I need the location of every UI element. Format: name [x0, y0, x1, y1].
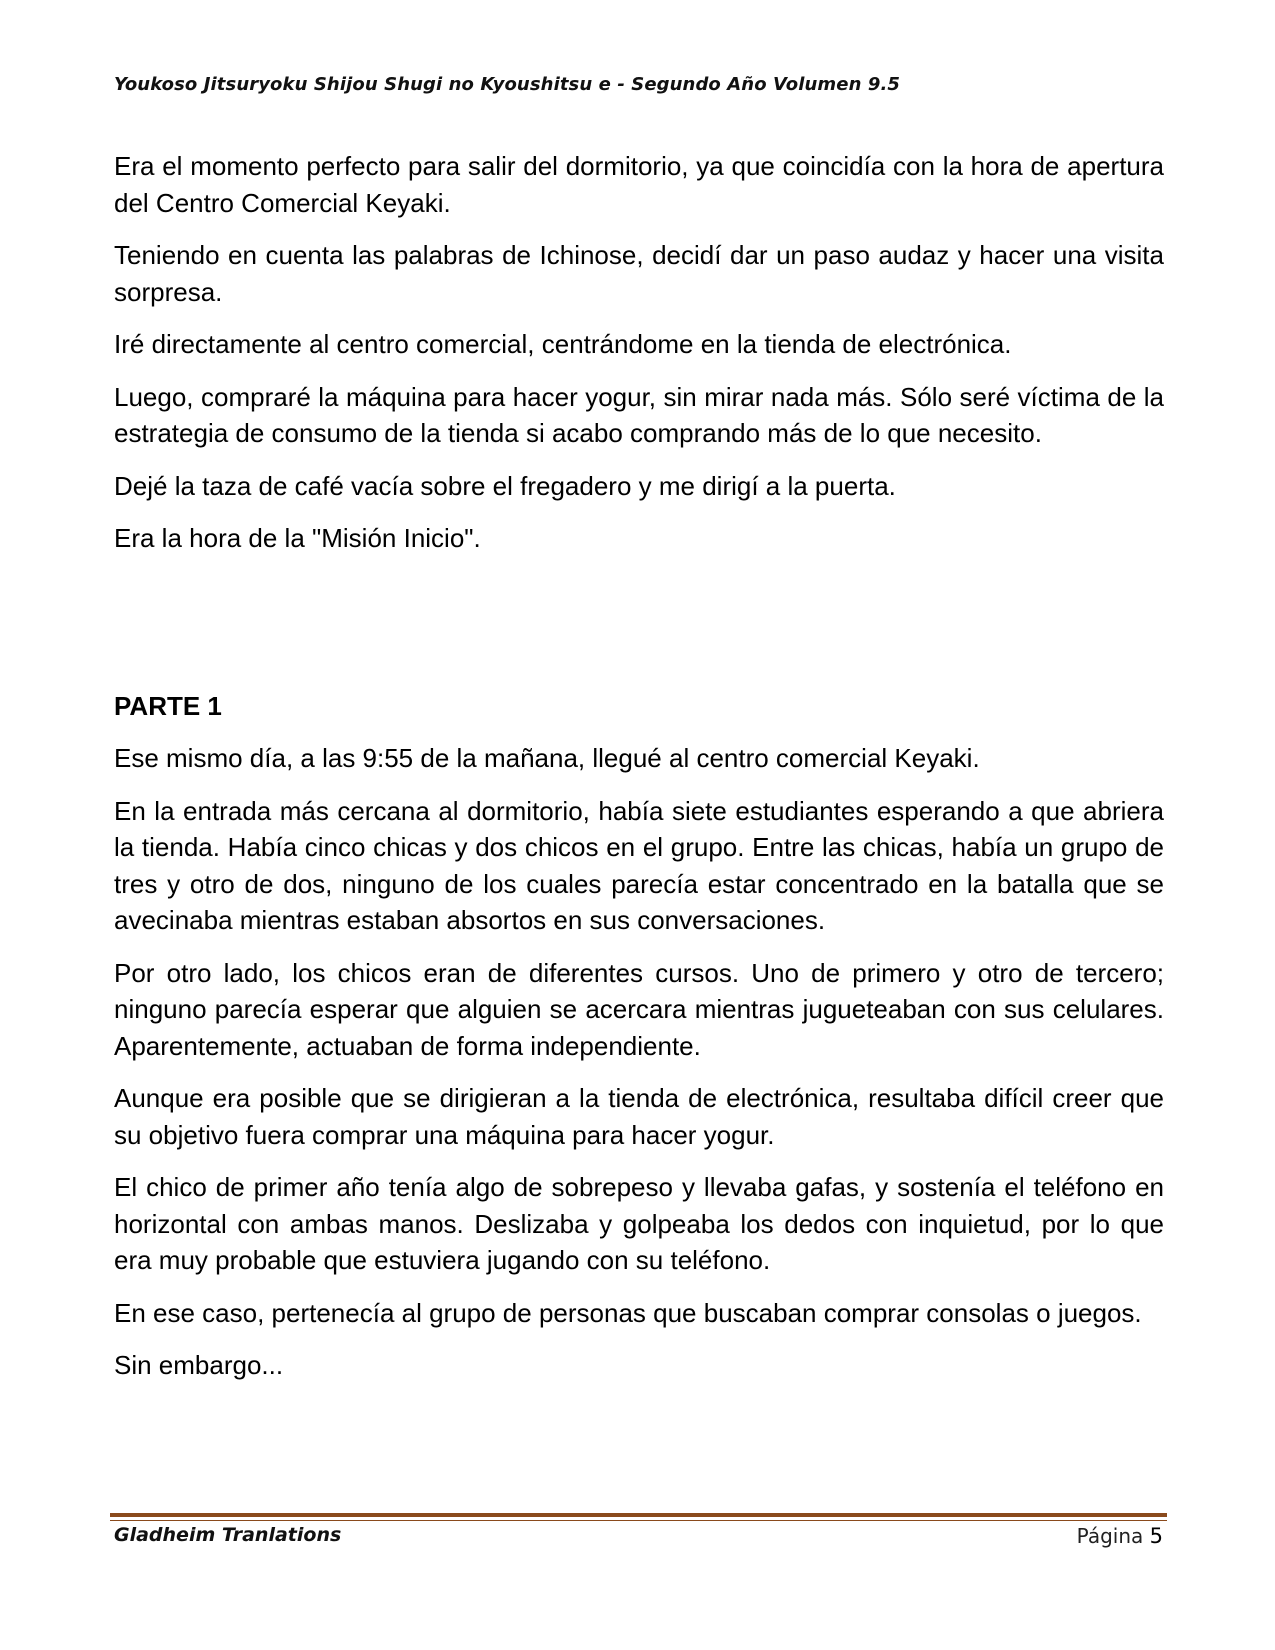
footer-credit: Gladheim Tranlations — [114, 1524, 342, 1546]
paragraph: El chico de primer año tenía algo de sobrepeso y llevaba gafas, y sostenía el teléfono en horizontal con ambas manos. Deslizaba y golpeaba los dedos con inquietud, por lo que era muy probable que estuviera jugando con su teléfono. — [114, 1172, 1164, 1275]
page-number-label — [1077, 1524, 1163, 1548]
paragraph: Ese mismo día, a las 9:55 de la mañana, llegué al centro comercial Keyaki. — [114, 743, 980, 773]
paragraph: Iré directamente al centro comercial, centrándome en la tienda de electrónica. — [114, 329, 1012, 359]
paragraph: Por otro lado, los chicos eran de diferentes cursos. Uno de primero y otro de tercero; ninguno parecía esperar que alguien se acercara mientras jugueteaban con sus celulares. Aparentemente, actuaban de forma independiente. — [114, 957, 1164, 1061]
section-heading: PARTE 1 — [114, 690, 222, 721]
document-body — [114, 148, 1164, 1400]
paragraph: Dejé la taza de café vacía sobre el fregadero y me dirigí a la puerta. — [114, 470, 896, 501]
section-spacer — [114, 573, 1164, 688]
document-header-title: Youkoso Jitsuryoku Shijou Shugi no Kyoushitsu e - Segundo Año Volumen 9.5 — [114, 74, 901, 95]
paragraph: En ese caso, pertenecía al grupo de personas que buscaban comprar consolas o juegos. — [114, 1297, 1142, 1328]
paragraph: Luego, compraré la máquina para hacer yogur, sin mirar nada más. Sólo seré víctima de la estrategia de consumo de la tienda si acabo comprando más de lo que necesito. — [114, 381, 1164, 448]
paragraph: Aunque era posible que se dirigieran a la tienda de electrónica, resultaba difícil creer que su objetivo fuera comprar una máquina para hacer yogur. — [114, 1083, 1164, 1150]
page-label: Página — [1076, 1524, 1144, 1548]
footer-divider-thick — [110, 1513, 1167, 1517]
paragraph: Era el momento perfecto para salir del dormitorio, ya que coincidía con la hora de apertura del Centro Comercial Keyaki. — [114, 151, 1164, 218]
paragraph: Teniendo en cuenta las palabras de Ichinose, decidí dar un paso audaz y hacer una visita sorpresa. — [114, 240, 1164, 307]
page-number: 5 — [1149, 1524, 1163, 1548]
footer-divider-thin — [110, 1520, 1167, 1521]
paragraph: Sin embargo... — [114, 1350, 284, 1380]
paragraph: Era la hora de la "Misión Inicio". — [114, 523, 481, 553]
paragraph: En la entrada más cercana al dormitorio, había siete estudiantes esperando a que abriera la tienda. Había cinco chicas y dos chicos en el grupo. Entre las chicas, había un grupo de tres y otro de dos, ninguno de los cuales parecía estar concentrado en la batalla que se avecinaba mientras estaban absortos en sus conversaciones. — [114, 795, 1164, 935]
